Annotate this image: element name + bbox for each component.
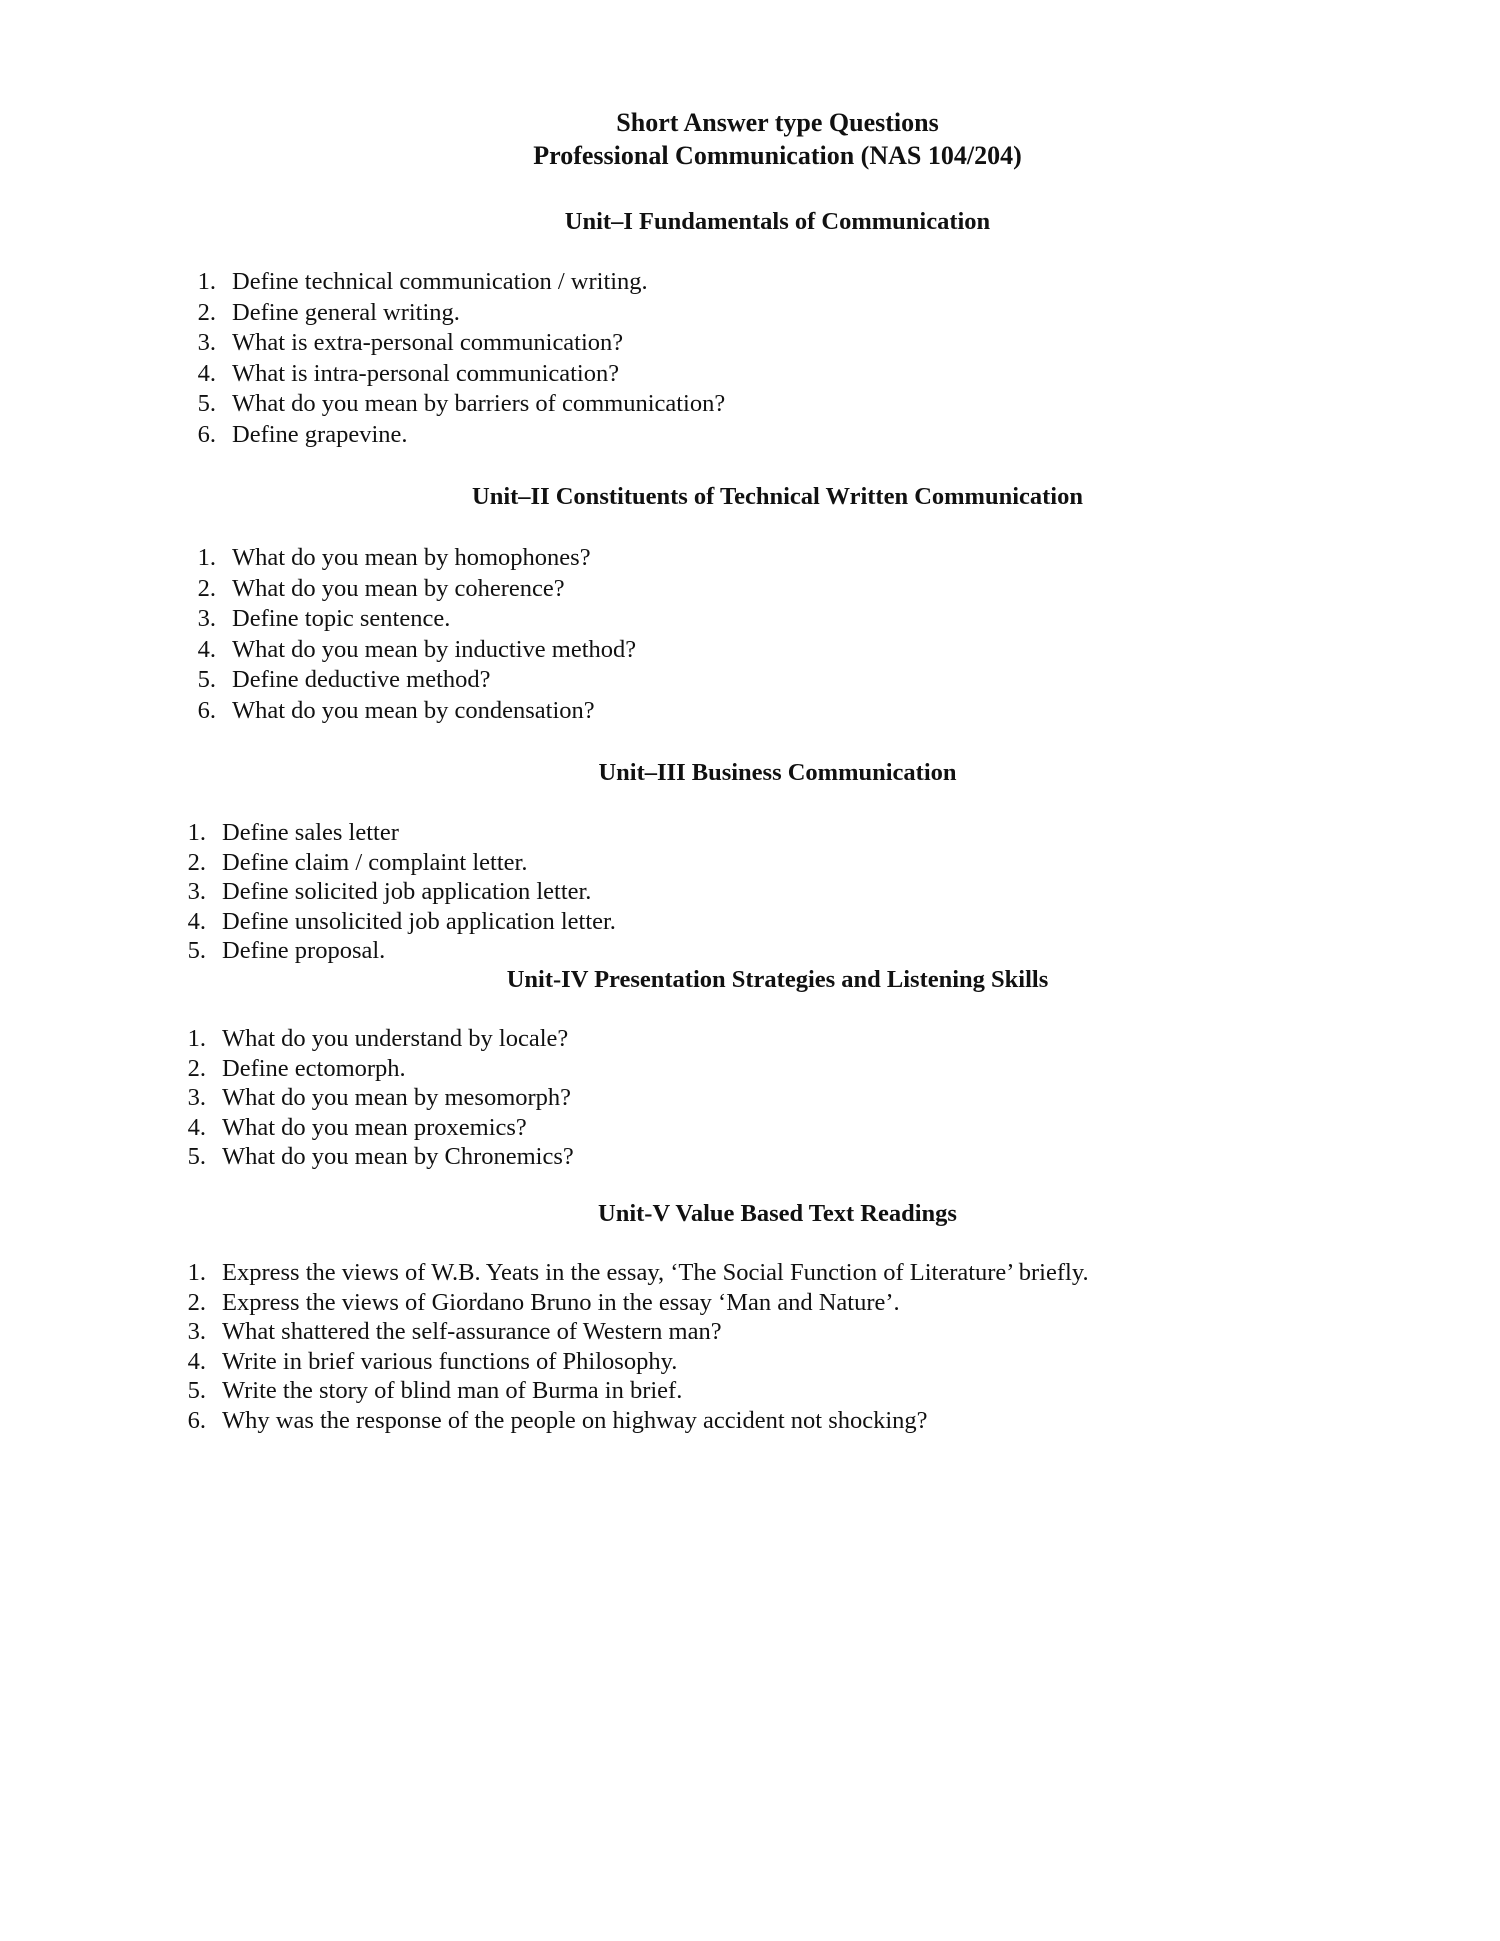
question-number: 5. xyxy=(187,1143,206,1170)
question-text: Define topic sentence. xyxy=(232,605,451,632)
question-text: What is intra-personal communication? xyxy=(232,359,620,387)
question-text: What do you understand by locale? xyxy=(222,1025,569,1052)
question-text: What do you mean by mesomorph? xyxy=(222,1084,572,1111)
question-text: Why was the response of the people on highway accident not shocking? xyxy=(222,1406,928,1434)
question-number: 1. xyxy=(187,1025,206,1052)
unit-5-heading: Unit-V Value Based Text Readings xyxy=(598,1200,957,1227)
question-number: 2. xyxy=(187,848,206,876)
question-text: What do you mean proxemics? xyxy=(222,1113,527,1141)
question-number: 2. xyxy=(197,298,216,326)
question-number: 3. xyxy=(187,1084,206,1111)
question-text: Write the story of blind man of Burma in brief. xyxy=(222,1377,683,1404)
question-text: Write in brief various functions of Philosophy. xyxy=(222,1347,678,1375)
question-number: 3. xyxy=(187,1318,206,1345)
question-text: What do you mean by homophones? xyxy=(232,544,591,571)
question-text: What do you mean by coherence? xyxy=(232,574,565,602)
question-number: 4. xyxy=(197,635,216,663)
question-text: Define ectomorph. xyxy=(222,1054,406,1082)
question-number: 5. xyxy=(197,666,216,693)
unit-1-heading: Unit–I Fundamentals of Communication xyxy=(564,208,991,235)
question-number: 1. xyxy=(197,268,216,295)
question-number: 2. xyxy=(187,1288,206,1316)
question-text: Express the views of W.B. Yeats in the essay, ‘The Social Function of Literature’ briefly. xyxy=(222,1259,1089,1286)
question-text: Define unsolicited job application letter. xyxy=(222,907,616,935)
question-text: What is extra-personal communication? xyxy=(232,329,624,356)
question-text: Define deductive method? xyxy=(232,666,491,693)
question-number: 1. xyxy=(187,1259,206,1286)
question-number: 4. xyxy=(187,1113,206,1141)
question-number: 2. xyxy=(187,1054,206,1082)
question-text: Define sales letter xyxy=(222,819,399,846)
question-number: 5. xyxy=(197,390,216,417)
question-text: Define technical communication / writing. xyxy=(232,268,648,295)
question-number: 5. xyxy=(187,1377,206,1404)
question-text: What do you mean by barriers of communication? xyxy=(232,390,726,417)
question-number: 3. xyxy=(197,605,216,632)
question-number: 6. xyxy=(197,696,216,724)
question-text: What shattered the self-assurance of Western man? xyxy=(222,1318,722,1345)
question-number: 2. xyxy=(197,574,216,602)
question-number: 6. xyxy=(197,420,216,448)
question-text: Define solicited job application letter. xyxy=(222,878,592,905)
question-text: Define proposal. xyxy=(222,937,386,964)
question-text: Define grapevine. xyxy=(232,420,408,448)
question-number: 6. xyxy=(187,1406,206,1434)
question-text: What do you mean by inductive method? xyxy=(232,635,637,663)
question-number: 5. xyxy=(187,937,206,964)
unit-3-heading: Unit–III Business Communication xyxy=(598,759,957,786)
question-text: What do you mean by Chronemics? xyxy=(222,1143,574,1170)
document-subtitle: Professional Communication (NAS 104/204) xyxy=(533,141,1022,170)
unit-4-heading: Unit-IV Presentation Strategies and Listening Skills xyxy=(506,966,1049,993)
question-text: Express the views of Giordano Bruno in the essay ‘Man and Nature’. xyxy=(222,1288,900,1316)
question-number: 1. xyxy=(197,544,216,571)
question-number: 3. xyxy=(197,329,216,356)
question-text: Define general writing. xyxy=(232,298,460,326)
question-number: 4. xyxy=(197,359,216,387)
question-number: 1. xyxy=(187,819,206,846)
question-number: 4. xyxy=(187,1347,206,1375)
unit-2-heading: Unit–II Constituents of Technical Written Communication xyxy=(472,483,1083,510)
question-text: What do you mean by condensation? xyxy=(232,696,595,724)
question-text: Define claim / complaint letter. xyxy=(222,848,528,876)
question-number: 4. xyxy=(187,907,206,935)
document-title: Short Answer type Questions xyxy=(616,108,939,137)
question-number: 3. xyxy=(187,878,206,905)
